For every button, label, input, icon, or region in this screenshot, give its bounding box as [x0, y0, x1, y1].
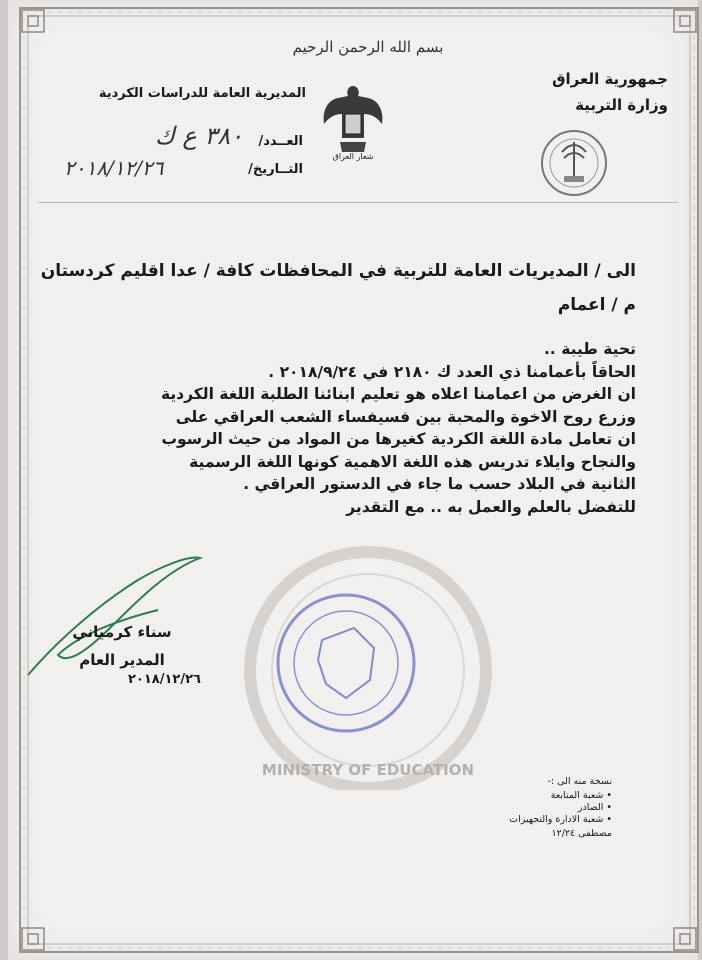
date-value: ٢٠١٨/١٢/٢٦ — [64, 156, 164, 180]
body-line: ان الغرض من اعمامنا اعلاه هو تعليم ابنائنا الطلبة اللغة الكردية — [160, 385, 636, 403]
copy-recipient: • الصادر — [577, 802, 612, 813]
signature-block — [72, 618, 172, 674]
copies-block — [452, 776, 612, 840]
body-line: الحاقاً بأعمامنا ذي العدد ك ٢١٨٠ في ٢٠١٨/٩/٢٤ . — [268, 362, 636, 381]
copy-recipient: • شعبة المتابعة — [550, 790, 612, 801]
subject-line: م / اعمام — [557, 295, 636, 315]
basmala: بسم الله الرحمن الرحيم — [292, 38, 444, 56]
watermark-text: MINISTRY OF EDUCATION — [261, 761, 475, 779]
signatory-title: المدير العام — [79, 651, 165, 669]
ministry-name: وزارة التربية — [575, 96, 668, 114]
letter-body — [46, 338, 636, 518]
greeting: تحية طيبة .. — [544, 340, 636, 358]
emblem-caption: شعار العراق — [332, 152, 374, 161]
signatory-name: سناء كرمياني — [72, 623, 172, 641]
copy-recipient: • شعبة الادارة والتجهيزات — [509, 814, 612, 825]
header-issuer — [468, 66, 668, 118]
signature-date: ٢٠١٨/١٢/٢٦ — [128, 672, 201, 687]
reference-note: مصطفى ١٢/٢٤ — [551, 828, 612, 839]
body-line: الثانية في البلاد حسب ما جاء في الدستور العراقي . — [243, 475, 636, 493]
ministry-logo-icon — [534, 128, 614, 198]
number-value: ٣٨٠ ع ك — [154, 122, 243, 150]
body-line: ان تعامل مادة اللغة الكردية كغيرها من المواد من حيث الرسوب — [161, 430, 636, 448]
body-line: وزرع روح الاخوة والمحبة بين فسيفساء الشعب العراقي على — [175, 407, 636, 426]
directorate-name: المديرية العامة للدراسات الكردية — [98, 86, 306, 101]
country-name: جمهورية العراق — [552, 70, 668, 88]
body-line: والنجاح وايلاء تدريس هذه اللغة الاهمية كونها اللغة الرسمية — [189, 452, 636, 471]
document-paper — [8, 0, 698, 960]
addressee-block — [36, 254, 636, 322]
closing-line: للتفضل بالعلم والعمل به .. مع التقدير — [346, 497, 636, 516]
addressee-line: الى / المديريات العامة للتربية في المحافظات كافة / عدا اقليم كردستان — [40, 261, 636, 281]
header-divider — [38, 202, 678, 203]
official-stamp — [266, 588, 426, 738]
copies-heading: نسخة منه الى :- — [547, 776, 612, 787]
iraq-eagle-emblem-icon — [318, 80, 388, 160]
date-label: التــاريخ/ — [248, 162, 303, 177]
number-label: العــدد/ — [258, 134, 303, 149]
